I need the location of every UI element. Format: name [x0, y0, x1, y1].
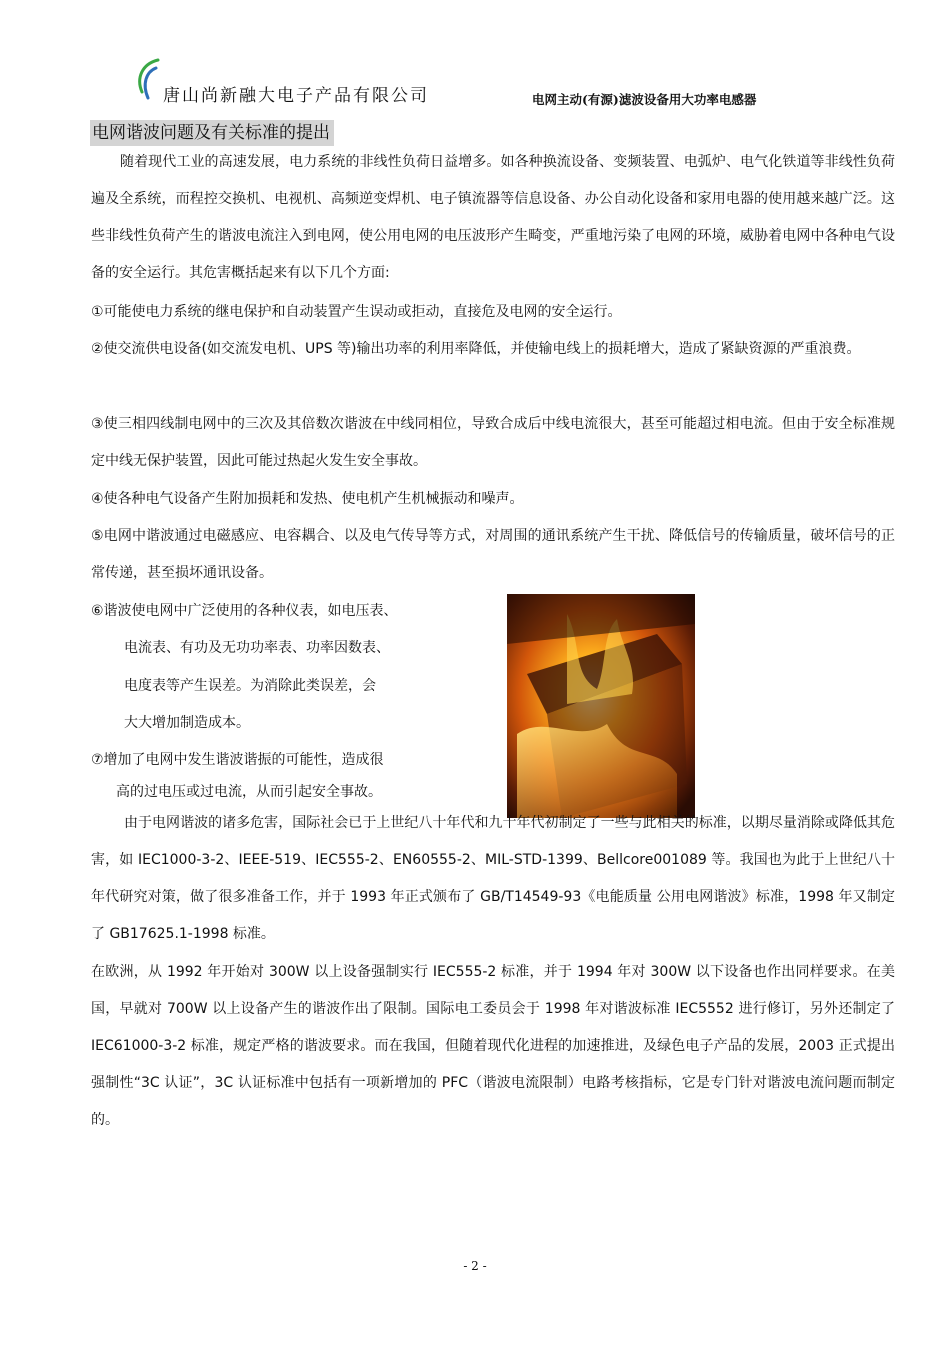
hazard-item-6-line-3: 电度表等产生误差。为消除此类误差，会	[124, 678, 376, 694]
hazard-item-6-line-1: ⑥谐波使电网中广泛使用的各种仪表，如电压表、	[91, 603, 398, 619]
standards-paragraph: 由于电网谐波的诸多危害，国际社会已于上世纪八十年代和九十年代初制定了一些与此相关的标准，以期尽量消除或降低其危害，如 IEC1000-3-2、IEEE-519、IEC555-2、EN60555-2、MIL-STD-1399、Bellcore001089 等。我国也为此于上世纪八十年代研究对策，做了很多准备工作，并于 1993 年正式颁布了 GB/T14549-93《电能质量 公用电网谐波》标准，1998 年又制定了 GB17625.1-1998 标准。	[91, 815, 895, 942]
document-title: 电网主动(有源)滤波设备用大功率电感器	[532, 92, 757, 107]
international-paragraph: 在欧洲，从 1992 年开始对 300W 以上设备强制实行 IEC555-2 标准，并于 1994 年对 300W 以下设备也作出同样要求。在美国，早就对 700W 以上设备产生的谐波作出了限制。国际电工委员会于 1998 年对谐波标准 IEC5552 进行修订，另外还制定了 IEC61000-3-2 标准，规定严格的谐波要求。而在我国，但随着现代化进程的加速推进，及绿色电子产品的发展，2003 正式提出强制性“3C 认证”，3C 认证标准中包括有一项新增加的 PFC（谐波电流限制）电路考核指标，它是专门针对谐波电流问题而制定的。	[91, 964, 895, 1128]
intro-paragraph: 随着现代工业的高速发展，电力系统的非线性负荷日益增多。如各种换流设备、变频装置、电弧炉、电气化铁道等非线性负荷遍及全系统，而程控交换机、电视机、高频逆变焊机、电子镇流器等信息设备、办公自动化设备和家用电器的使用越来越广泛。这些非线性负荷产生的谐波电流注入到电网，使公用电网的电压波形产生畸变，严重地污染了电网的环境，威胁着电网中各种电气设备的安全运行。其危害概括起来有以下几个方面:	[91, 154, 895, 281]
company-name: 唐山尚新融大电子产品有限公司	[163, 86, 429, 106]
hazard-item-1: ①可能使电力系统的继电保护和自动装置产生误动或拒动，直接危及电网的安全运行。	[91, 304, 622, 320]
hazard-item-7-line-1: ⑦增加了电网中发生谐波谐振的可能性，造成很	[91, 752, 384, 768]
page-number: - 2 -	[463, 1259, 487, 1273]
hazard-item-7-line-2: 高的过电压或过电流，从而引起安全事故。	[116, 784, 382, 800]
hazard-item-5: ⑤电网中谐波通过电磁感应、电容耦合、以及电气传导等方式，对周围的通讯系统产生干扰、降低信号的传输质量，破坏信号的正常传递，甚至损坏通讯设备。	[91, 528, 895, 581]
hazard-item-6-line-4: 大大增加制造成本。	[124, 715, 250, 731]
hazard-item-3: ③使三相四线制电网中的三次及其倍数次谐波在中线同相位，导致合成后中线电流很大，甚至可能超过相电流。但由于安全标准规定中线无保护装置，因此可能过热起火发生安全事故。	[91, 416, 895, 469]
hazard-item-6-line-2: 电流表、有功及无功功率表、功率因数表、	[124, 640, 390, 656]
hazard-item-4: ④使各种电气设备产生附加损耗和发热、使电机产生机械振动和噪声。	[91, 491, 524, 507]
section-heading: 电网谐波问题及有关标准的提出	[90, 120, 334, 146]
hazard-item-2: ②使交流供电设备(如交流发电机、UPS 等)输出功率的利用率降低，并使输电线上的损耗增大，造成了紧缺资源的严重浪费。	[91, 341, 861, 357]
company-logo	[132, 58, 162, 102]
fire-photo	[507, 594, 695, 818]
